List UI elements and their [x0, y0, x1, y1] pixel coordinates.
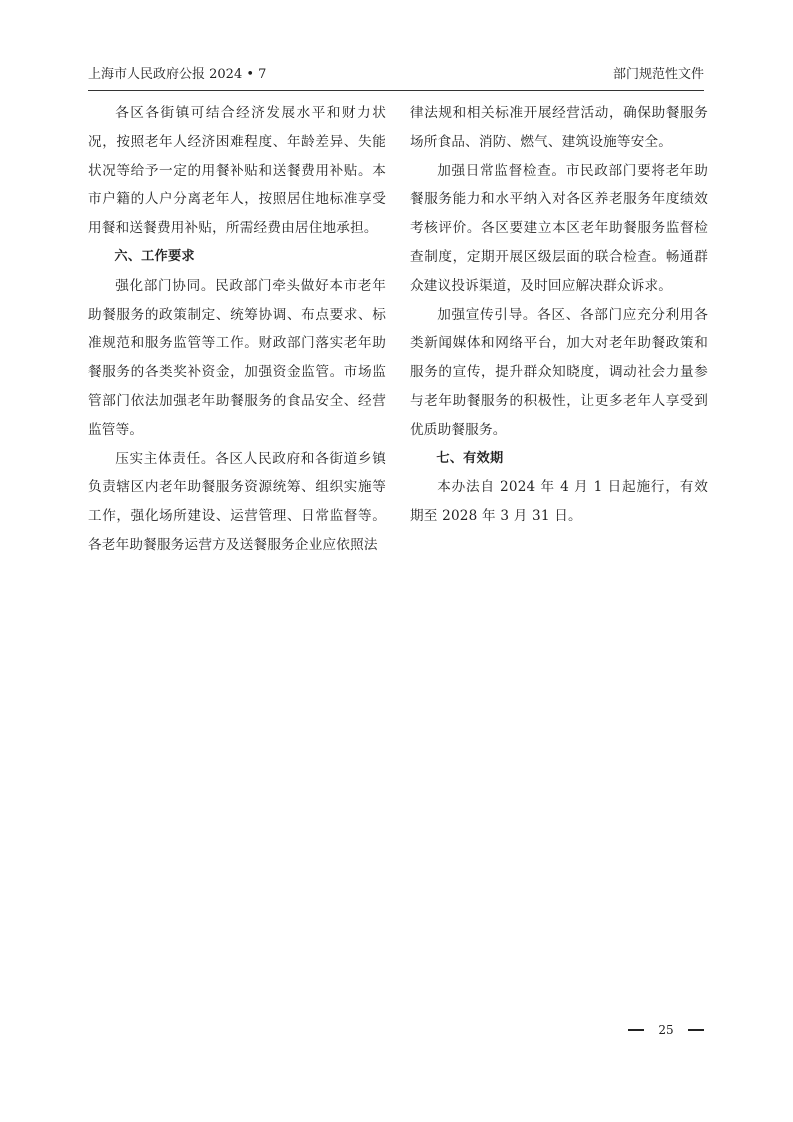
left-column: [88, 99, 386, 560]
right-dash: [688, 1029, 704, 1031]
paragraph-continuation: 律法规和相关标准开展经营活动，确保助餐服务场所食品、消防、燃气、建筑设施等安全。: [410, 105, 708, 150]
header-divider: [88, 90, 704, 91]
section-label: 部门规范性文件: [612, 67, 704, 82]
paragraph-supervision: 加强日常监督检查。市民政部门要将老年助餐服务能力和水平纳入对各区养老服务年度绩效考核评价。各区要建立本区老年助餐服务监督检查制度，定期开展区级层面的联合检查。畅通群众建议投诉渠道，及时回应解决群众诉求。: [410, 162, 708, 294]
paragraph-effective-date: 本办法自 2024 年 4 月 1 日起施行，有效期至 2028 年 3 月 31 日。: [410, 479, 708, 525]
page-header: [88, 66, 704, 88]
paragraph-publicity: 加强宣传引导。各区、各部门应充分利用各类新闻媒体和网络平台，加大对老年助餐政策和服务的宣传，提升群众知晓度，调动社会力量参与老年助餐服务的积极性，让更多老年人享受到优质助餐服务。: [410, 306, 708, 438]
left-dash: [628, 1029, 644, 1031]
heading-work-requirements: 六、工作要求: [114, 248, 195, 264]
page-footer: [628, 1020, 704, 1040]
page-number: 25: [658, 1023, 674, 1037]
publication-title: 上海市人民政府公报 2024 • 7: [88, 67, 267, 82]
paragraph-main-responsibility: 压实主体责任。各区人民政府和各街道乡镇负责辖区内老年助餐服务资源统筹、组织实施等工作，强化场所建设、运营管理、日常监督等。各老年助餐服务运营方及送餐服务企业应依照法: [88, 450, 386, 553]
right-column: [410, 99, 708, 531]
heading-validity-period: 七、有效期: [436, 450, 504, 466]
paragraph-subsidy: 各区各街镇可结合经济发展水平和财力状况，按照老年人经济困难程度、年龄差异、失能状况等给予一定的用餐补贴和送餐费用补贴。本市户籍的人户分离老年人，按照居住地标准享受用餐和送餐费用补贴，所需经费由居住地承担。: [88, 105, 386, 237]
paragraph-department-coordination: 强化部门协同。民政部门牵头做好本市老年助餐服务的政策制定、统筹协调、布点要求、标准规范和服务监管等工作。财政部门落实老年助餐服务的各类奖补资金，加强资金监管。市场监管部门依法加强老年助餐服务的食品安全、经营监管等。: [88, 277, 386, 438]
